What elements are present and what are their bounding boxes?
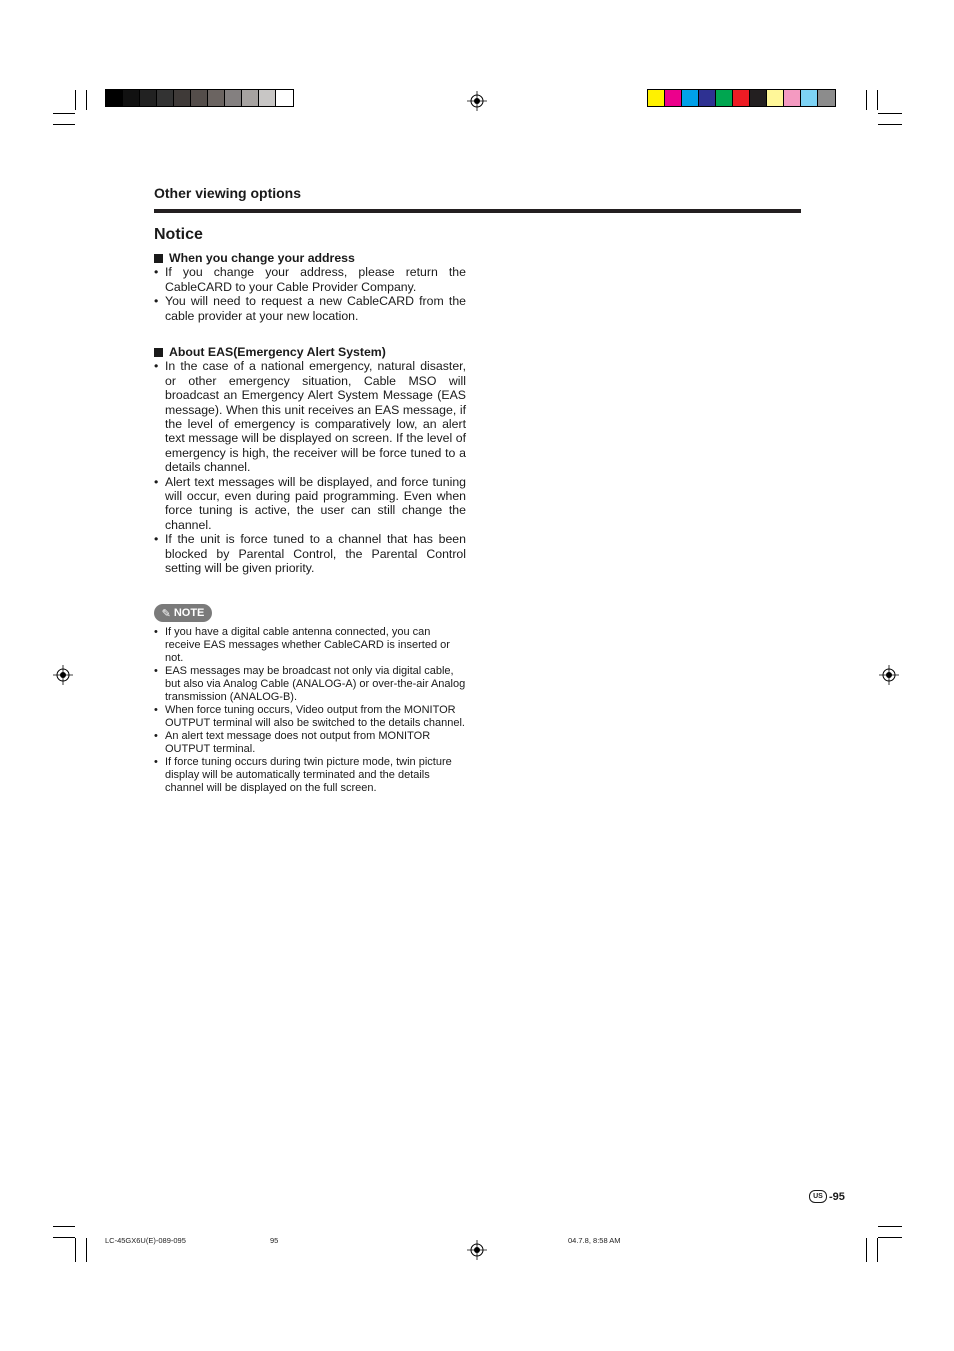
section-rule — [154, 209, 801, 213]
color-swatch — [716, 90, 733, 106]
color-swatch — [157, 90, 174, 106]
grayscale-color-bar — [105, 89, 294, 107]
list-item: • An alert text message does not output from MONITOR OUTPUT terminal. — [154, 730, 466, 756]
pencil-icon: ✎ — [161, 607, 171, 620]
list-item: • If you change your address, please return the CableCARD to your Cable Provider Company. — [154, 265, 466, 294]
square-bullet-icon — [154, 348, 163, 357]
color-swatch — [665, 90, 682, 106]
section-title: Other viewing options — [154, 185, 302, 201]
list-item: • If you have a digital cable antenna connected, you can receive EAS messages whether CableCARD is inserted or not. — [154, 626, 466, 665]
color-swatch — [191, 90, 208, 106]
color-swatch — [818, 90, 835, 106]
region-badge: US — [809, 1190, 827, 1203]
color-swatch — [259, 90, 276, 106]
list-item: • When force tuning occurs, Video output from the MONITOR OUTPUT terminal will also be switched to the details channel. — [154, 704, 466, 730]
note-bullet-list — [154, 626, 466, 795]
note-badge: ✎ NOTE — [154, 604, 212, 622]
registration-mark-icon — [467, 1240, 487, 1260]
footer-page: 95 — [270, 1236, 279, 1245]
registration-mark-icon — [879, 665, 899, 685]
color-swatch — [225, 90, 242, 106]
page-title: Notice — [154, 226, 203, 243]
color-swatch — [750, 90, 767, 106]
eas-bullet-list — [154, 359, 466, 575]
color-swatch — [801, 90, 818, 106]
process-color-bar — [647, 89, 836, 107]
page-number: US -95 — [809, 1190, 845, 1203]
color-swatch — [123, 90, 140, 106]
address-heading: When you change your address — [154, 251, 466, 265]
registration-mark-icon — [467, 91, 487, 111]
color-swatch — [174, 90, 191, 106]
color-swatch — [733, 90, 750, 106]
color-swatch — [242, 90, 259, 106]
square-bullet-icon — [154, 254, 163, 263]
color-swatch — [784, 90, 801, 106]
note-section — [154, 626, 466, 795]
list-item: • EAS messages may be broadcast not only via digital cable, but also via Analog Cable (ANALOG-A) or over-the-air Analog transmission (ANALOG-B). — [154, 665, 466, 704]
color-swatch — [699, 90, 716, 106]
color-swatch — [208, 90, 225, 106]
color-swatch — [682, 90, 699, 106]
footer-file: LC-45GX6U(E)-089-095 — [105, 1236, 186, 1245]
eas-heading: About EAS(Emergency Alert System) — [154, 345, 466, 359]
color-swatch — [767, 90, 784, 106]
color-swatch — [106, 90, 123, 106]
list-item: • If the unit is force tuned to a channel that has been blocked by Parental Control, the Parental Control setting will be given priority. — [154, 532, 466, 575]
address-bullet-list — [154, 265, 466, 323]
list-item: • If force tuning occurs during twin picture mode, twin picture display will be automatically terminated and the details channel will be displayed on the full screen. — [154, 756, 466, 795]
list-item: • You will need to request a new CableCARD from the cable provider at your new location. — [154, 294, 466, 323]
address-section — [154, 251, 466, 323]
color-swatch — [648, 90, 665, 106]
eas-section — [154, 345, 466, 576]
list-item: • In the case of a national emergency, natural disaster, or other emergency situation, Cable MSO will broadcast an Emergency Alert System Message (EAS message). When this unit receives an EAS message, if the level of emergency is comparatively low, an alert text message will be displayed on screen. If the level of emergency is high, the receiver will be force tuned to a details channel. — [154, 359, 466, 474]
list-item: • Alert text messages will be displayed, and force tuning will occur, even during paid programming. Even when force tuning is active, the user can still change the channel. — [154, 475, 466, 533]
color-swatch — [140, 90, 157, 106]
registration-mark-icon — [53, 665, 73, 685]
footer-timestamp: 04.7.8, 8:58 AM — [568, 1236, 621, 1245]
color-swatch — [276, 90, 293, 106]
